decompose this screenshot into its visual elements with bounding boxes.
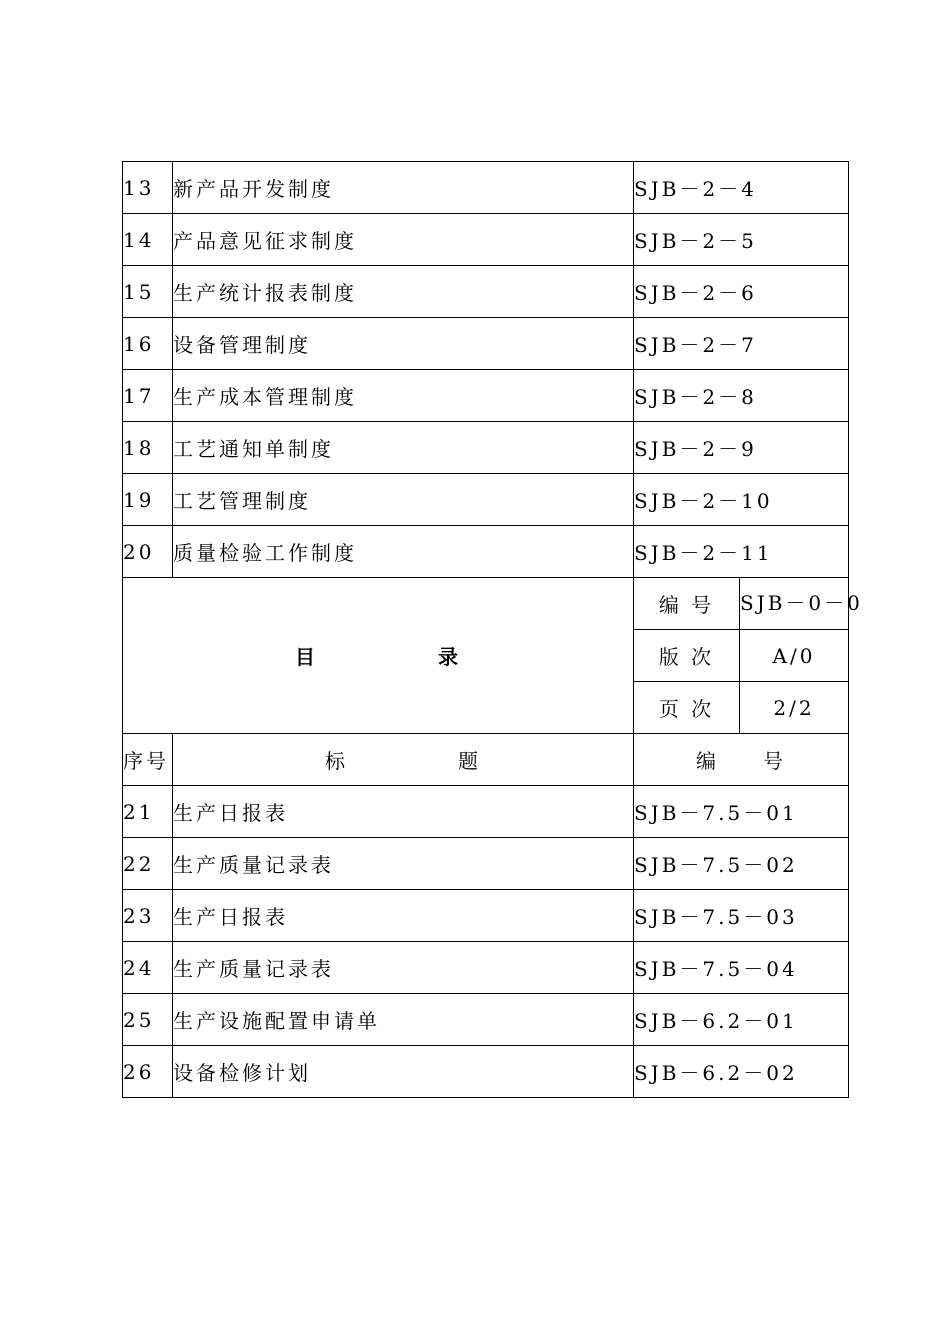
table-row — [123, 994, 849, 1046]
code-value: SJB－0－0 — [740, 578, 849, 630]
row-title: 产品意见征求制度 — [173, 214, 634, 266]
table-row — [123, 370, 849, 422]
document-title-left: 目 — [295, 645, 318, 669]
document-title-right: 录 — [438, 645, 461, 669]
row-number: 20 — [123, 526, 173, 578]
row-title: 生产质量记录表 — [173, 838, 634, 890]
row-number: 19 — [123, 474, 173, 526]
row-title: 生产日报表 — [173, 786, 634, 838]
column-header-row — [123, 734, 849, 786]
column-header-title-right: 题 — [458, 749, 481, 773]
row-title: 生产设施配置申请单 — [173, 994, 634, 1046]
table-row — [123, 474, 849, 526]
row-code: SJB－2－5 — [634, 214, 849, 266]
row-number: 22 — [123, 838, 173, 890]
page-value: 2/2 — [740, 682, 849, 734]
table-row — [123, 526, 849, 578]
column-header-title-left: 标 — [325, 749, 348, 773]
code-label: 编 号 — [634, 578, 740, 630]
table-row — [123, 942, 849, 994]
row-title: 生产质量记录表 — [173, 942, 634, 994]
document-title — [123, 578, 634, 734]
column-header-title — [173, 734, 634, 786]
table-row — [123, 214, 849, 266]
table-row — [123, 786, 849, 838]
row-code: SJB－2－11 — [634, 526, 849, 578]
row-number: 13 — [123, 162, 173, 214]
row-code: SJB－6.2－02 — [634, 1046, 849, 1098]
row-title: 工艺管理制度 — [173, 474, 634, 526]
table-row — [123, 422, 849, 474]
row-title: 设备检修计划 — [173, 1046, 634, 1098]
row-title: 新产品开发制度 — [173, 162, 634, 214]
row-number: 14 — [123, 214, 173, 266]
page-label: 页 次 — [634, 682, 740, 734]
table-row — [123, 890, 849, 942]
column-header-code — [634, 734, 849, 786]
column-header-code-right: 号 — [763, 749, 786, 773]
row-title: 生产成本管理制度 — [173, 370, 634, 422]
column-headers — [123, 734, 849, 786]
row-number: 15 — [123, 266, 173, 318]
row-title: 生产统计报表制度 — [173, 266, 634, 318]
table-row — [123, 162, 849, 214]
document-table — [122, 161, 863, 1098]
row-code: SJB－7.5－04 — [634, 942, 849, 994]
version-value: A/0 — [740, 630, 849, 682]
top-rows — [123, 162, 849, 578]
row-code: SJB－2－8 — [634, 370, 849, 422]
row-code: SJB－2－6 — [634, 266, 849, 318]
row-code: SJB－7.5－01 — [634, 786, 849, 838]
row-title: 工艺通知单制度 — [173, 422, 634, 474]
row-code: SJB－7.5－03 — [634, 890, 849, 942]
row-code: SJB－6.2－01 — [634, 994, 849, 1046]
row-code: SJB－2－10 — [634, 474, 849, 526]
table-row — [123, 266, 849, 318]
table-row — [123, 1046, 849, 1098]
column-header-code-left: 编 — [696, 749, 719, 773]
row-code: SJB－2－4 — [634, 162, 849, 214]
row-title: 质量检验工作制度 — [173, 526, 634, 578]
table-row — [123, 318, 849, 370]
table-row — [123, 838, 849, 890]
column-header-no: 序号 — [123, 734, 173, 786]
row-number: 16 — [123, 318, 173, 370]
row-number: 23 — [123, 890, 173, 942]
row-number: 18 — [123, 422, 173, 474]
row-number: 21 — [123, 786, 173, 838]
row-number: 24 — [123, 942, 173, 994]
row-code: SJB－2－9 — [634, 422, 849, 474]
row-number: 26 — [123, 1046, 173, 1098]
bottom-rows — [123, 786, 849, 1098]
row-title: 生产日报表 — [173, 890, 634, 942]
document-header — [123, 578, 863, 734]
row-code: SJB－7.5－02 — [634, 838, 849, 890]
row-number: 25 — [123, 994, 173, 1046]
version-label: 版 次 — [634, 630, 740, 682]
row-title: 设备管理制度 — [173, 318, 634, 370]
row-number: 17 — [123, 370, 173, 422]
row-code: SJB－2－7 — [634, 318, 849, 370]
